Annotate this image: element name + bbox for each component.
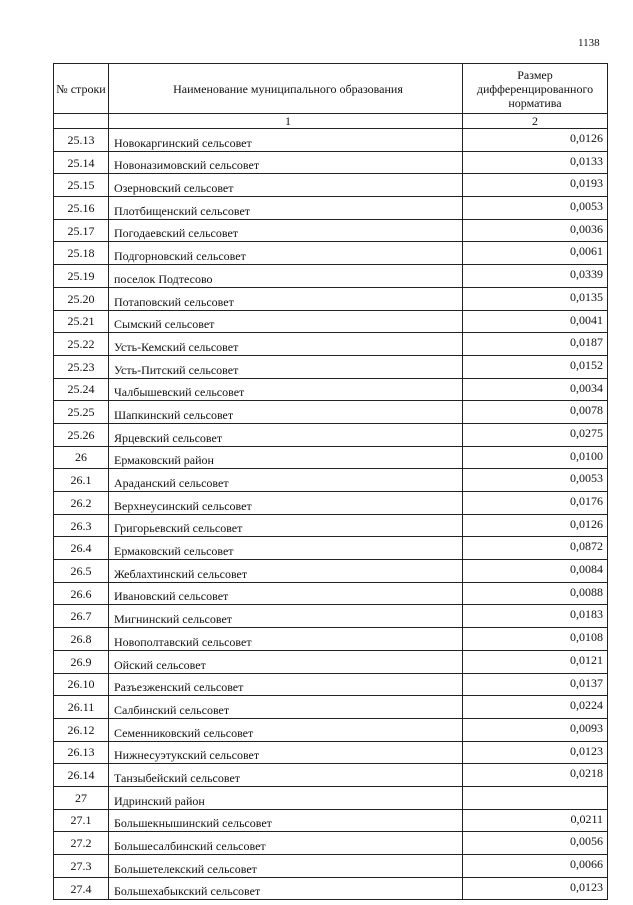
municipality-name: Григорьевский сельсовет (109, 514, 463, 537)
norm-value: 0,0339 (463, 265, 608, 288)
row-number: 26.6 (54, 582, 109, 605)
municipality-name: Потаповский сельсовет (109, 287, 463, 310)
municipality-name: Мигнинский сельсовет (109, 605, 463, 628)
norm-value: 0,0121 (463, 650, 608, 673)
municipality-name: Нижнесуэтукский сельсовет (109, 741, 463, 764)
norm-value: 0,0224 (463, 696, 608, 719)
table-row (54, 401, 608, 424)
norm-value: 0,0053 (463, 469, 608, 492)
column-number-0 (54, 114, 109, 129)
norm-value: 0,0100 (463, 446, 608, 469)
row-number: 26.11 (54, 696, 109, 719)
norm-value: 0,0078 (463, 401, 608, 424)
municipality-name: Большетелекский сельсовет (109, 855, 463, 878)
row-number: 26.14 (54, 764, 109, 787)
municipality-name: Новокаргинский сельсовет (109, 129, 463, 152)
row-number: 25.13 (54, 129, 109, 152)
table-row (54, 174, 608, 197)
row-number: 25.25 (54, 401, 109, 424)
norm-value: 0,0126 (463, 129, 608, 152)
row-number: 26.1 (54, 469, 109, 492)
municipality-name: Усть-Питский сельсовет (109, 355, 463, 378)
table-row (54, 537, 608, 560)
table-row (54, 673, 608, 696)
norm-value: 0,0123 (463, 877, 608, 900)
norm-value: 0,0152 (463, 355, 608, 378)
row-number: 25.15 (54, 174, 109, 197)
municipality-name: поселок Подтесово (109, 265, 463, 288)
row-number: 27.3 (54, 855, 109, 878)
municipality-name: Чалбышевский сельсовет (109, 378, 463, 401)
norm-value: 0,0211 (463, 809, 608, 832)
table-body (54, 64, 608, 900)
table-row (54, 287, 608, 310)
table-header-row (54, 64, 608, 114)
municipality-name: Ярцевский сельсовет (109, 423, 463, 446)
municipality-name: Жеблахтинский сельсовет (109, 560, 463, 583)
table-row (54, 855, 608, 878)
header-municipality-name: Наименование муниципального образования (109, 64, 463, 114)
row-number: 25.23 (54, 355, 109, 378)
norm-value: 0,0176 (463, 492, 608, 515)
norm-value: 0,0041 (463, 310, 608, 333)
table-row (54, 786, 608, 809)
row-number: 25.20 (54, 287, 109, 310)
norm-value (463, 786, 608, 809)
municipality-name: Озерновский сельсовет (109, 174, 463, 197)
municipality-name: Новополтавский сельсовет (109, 628, 463, 651)
municipality-name: Большекнышинский сельсовет (109, 809, 463, 832)
norm-value: 0,0133 (463, 151, 608, 174)
municipality-name: Большехабыкский сельсовет (109, 877, 463, 900)
row-number: 26.4 (54, 537, 109, 560)
municipality-name: Погодаевский сельсовет (109, 219, 463, 242)
header-norm-size: Размер дифференцированного норматива (463, 64, 608, 114)
table-row (54, 877, 608, 900)
row-number: 26.7 (54, 605, 109, 628)
municipality-name: Ермаковский район (109, 446, 463, 469)
table-row (54, 242, 608, 265)
row-number: 25.17 (54, 219, 109, 242)
municipality-name: Усть-Кемский сельсовет (109, 333, 463, 356)
norm-value: 0,0218 (463, 764, 608, 787)
norm-value: 0,0187 (463, 333, 608, 356)
table-row (54, 809, 608, 832)
page-number: 1138 (578, 37, 600, 49)
norm-value: 0,0275 (463, 423, 608, 446)
table-row (54, 696, 608, 719)
table-row (54, 764, 608, 787)
municipality-name: Большесалбинский сельсовет (109, 832, 463, 855)
row-number: 25.14 (54, 151, 109, 174)
norm-value: 0,0135 (463, 287, 608, 310)
column-number-1: 1 (109, 114, 463, 129)
row-number: 27.4 (54, 877, 109, 900)
table-row (54, 832, 608, 855)
norms-table (53, 63, 608, 900)
norm-value: 0,0061 (463, 242, 608, 265)
table-row (54, 151, 608, 174)
row-number: 26.10 (54, 673, 109, 696)
norm-value: 0,0084 (463, 560, 608, 583)
row-number: 25.21 (54, 310, 109, 333)
table-row (54, 628, 608, 651)
table-row (54, 378, 608, 401)
table-row (54, 129, 608, 152)
row-number: 26 (54, 446, 109, 469)
row-number: 25.22 (54, 333, 109, 356)
norm-value: 0,0872 (463, 537, 608, 560)
row-number: 27.1 (54, 809, 109, 832)
table-row (54, 265, 608, 288)
table-row (54, 423, 608, 446)
table-row (54, 333, 608, 356)
table-row (54, 560, 608, 583)
municipality-name: Ермаковский сельсовет (109, 537, 463, 560)
municipality-name: Араданский сельсовет (109, 469, 463, 492)
municipality-name: Ойский сельсовет (109, 650, 463, 673)
table-row (54, 310, 608, 333)
municipality-name: Танзыбейский сельсовет (109, 764, 463, 787)
norm-value: 0,0137 (463, 673, 608, 696)
norm-value: 0,0066 (463, 855, 608, 878)
row-number: 25.26 (54, 423, 109, 446)
norm-value: 0,0093 (463, 718, 608, 741)
row-number: 26.12 (54, 718, 109, 741)
norm-value: 0,0088 (463, 582, 608, 605)
row-number: 26.3 (54, 514, 109, 537)
table-row (54, 197, 608, 220)
municipality-name: Сымский сельсовет (109, 310, 463, 333)
column-number-2: 2 (463, 114, 608, 129)
table-row (54, 741, 608, 764)
municipality-name: Ивановский сельсовет (109, 582, 463, 605)
municipality-name: Верхнеусинский сельсовет (109, 492, 463, 515)
norm-value: 0,0036 (463, 219, 608, 242)
row-number: 26.5 (54, 560, 109, 583)
row-number: 25.18 (54, 242, 109, 265)
norm-value: 0,0053 (463, 197, 608, 220)
table-row (54, 582, 608, 605)
table-row (54, 492, 608, 515)
table-row (54, 469, 608, 492)
municipality-name: Шапкинский сельсовет (109, 401, 463, 424)
row-number: 26.2 (54, 492, 109, 515)
municipality-name: Идринский район (109, 786, 463, 809)
municipality-name: Салбинский сельсовет (109, 696, 463, 719)
row-number: 26.13 (54, 741, 109, 764)
norm-value: 0,0193 (463, 174, 608, 197)
table-row (54, 446, 608, 469)
norm-value: 0,0056 (463, 832, 608, 855)
row-number: 25.24 (54, 378, 109, 401)
column-number-row (54, 114, 608, 129)
header-row-number: № строки (54, 64, 109, 114)
municipality-name: Семенниковский сельсовет (109, 718, 463, 741)
norm-value: 0,0034 (463, 378, 608, 401)
municipality-name: Подгорновский сельсовет (109, 242, 463, 265)
norm-value: 0,0123 (463, 741, 608, 764)
row-number: 26.8 (54, 628, 109, 651)
row-number: 27.2 (54, 832, 109, 855)
norm-value: 0,0126 (463, 514, 608, 537)
table-row (54, 514, 608, 537)
norm-value: 0,0108 (463, 628, 608, 651)
row-number: 27 (54, 786, 109, 809)
norm-value: 0,0183 (463, 605, 608, 628)
municipality-name: Новоназимовский сельсовет (109, 151, 463, 174)
municipality-name: Разъезженский сельсовет (109, 673, 463, 696)
row-number: 25.19 (54, 265, 109, 288)
row-number: 25.16 (54, 197, 109, 220)
table-row (54, 355, 608, 378)
table-row (54, 650, 608, 673)
table-row (54, 718, 608, 741)
municipality-name: Плотбищенский сельсовет (109, 197, 463, 220)
row-number: 26.9 (54, 650, 109, 673)
table-row (54, 605, 608, 628)
table-row (54, 219, 608, 242)
